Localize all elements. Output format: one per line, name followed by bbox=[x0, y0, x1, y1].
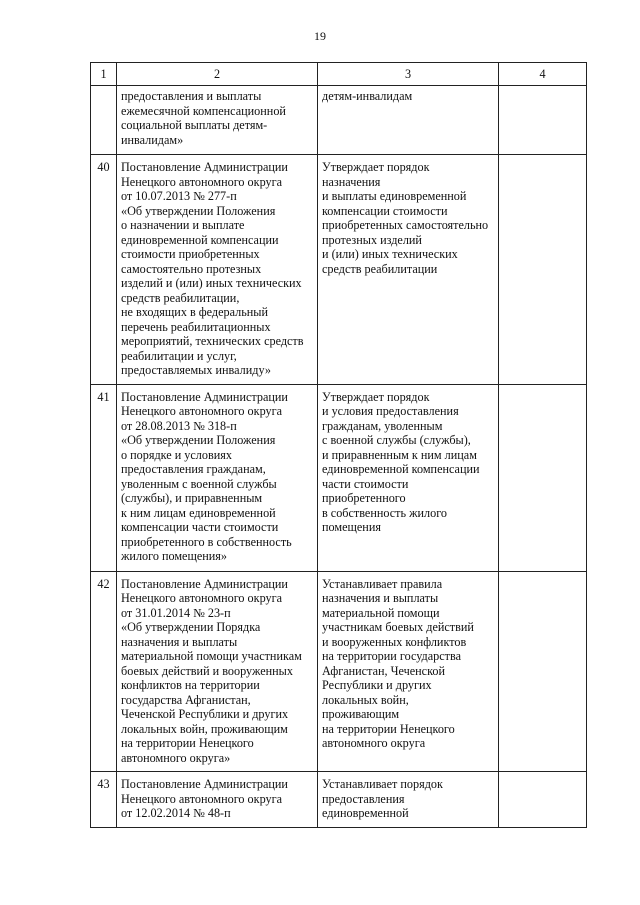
table-row bbox=[91, 86, 587, 155]
table-row bbox=[91, 571, 587, 772]
document-purpose: Устанавливает правила назначения и выплаты материальной помощи участникам боевых действий и вооруженных конфликтов на территории государства Афганистан, Чеченской Республики и других локальных войн, проживающим на территории Ненецкого автономного округа bbox=[318, 571, 499, 772]
table-header-row bbox=[91, 63, 587, 86]
document-title: Постановление Администрации Ненецкого автономного округа от 10.07.2013 № 277-п «Об утверждении Положения о назначении и выплате единовременной компенсации стоимости приобретенных самостоятельно протезных изделий и (или) иных технических средств реабилитации, не входящих в федеральный перечень реабилитационных мероприятий, технических средств реабилитации и услуг, предоставляемых инвалиду» bbox=[117, 155, 318, 385]
document-title: Постановление Администрации Ненецкого автономного округа от 28.08.2013 № 318-п «Об утверждении Положения о порядке и условиях предоставления гражданам, уволенным с военной службы (службы), и приравненным к ним лицам единовременной компенсации части стоимости приобретенного в собственность жилого помещения» bbox=[117, 384, 318, 571]
document-purpose: Устанавливает порядок предоставления единовременной bbox=[318, 772, 499, 828]
row-note bbox=[499, 772, 587, 828]
document-purpose: Утверждает порядок и условия предоставления гражданам, уволенным с военной службы (службы), и приравненным к ним лицам единовременной компенсации части стоимости приобретенного в собственность жилого помещения bbox=[318, 384, 499, 571]
document-purpose: детям-инвалидам bbox=[318, 86, 499, 155]
table-row bbox=[91, 155, 587, 385]
column-header-1: 1 bbox=[91, 63, 117, 86]
row-number: 41 bbox=[91, 384, 117, 571]
table-row bbox=[91, 772, 587, 828]
row-note bbox=[499, 384, 587, 571]
row-note bbox=[499, 571, 587, 772]
row-note bbox=[499, 155, 587, 385]
column-header-4: 4 bbox=[499, 63, 587, 86]
column-header-2: 2 bbox=[117, 63, 318, 86]
document-title: предоставления и выплаты ежемесячной компенсационной социальной выплаты детям- инвалидам» bbox=[117, 86, 318, 155]
row-number bbox=[91, 86, 117, 155]
row-number: 42 bbox=[91, 571, 117, 772]
column-header-3: 3 bbox=[318, 63, 499, 86]
document-title: Постановление Администрации Ненецкого автономного округа от 31.01.2014 № 23-п «Об утверждении Порядка назначения и выплаты материальной помощи участникам боевых действий и вооруженных конфликтов на территории государства Афганистан, Чеченской Республики и других локальных войн, проживающим на территории Ненецкого автономного округа» bbox=[117, 571, 318, 772]
row-note bbox=[499, 86, 587, 155]
row-number: 40 bbox=[91, 155, 117, 385]
table-row bbox=[91, 384, 587, 571]
page-number: 19 bbox=[314, 29, 326, 43]
document-purpose: Утверждает порядок назначения и выплаты единовременной компенсации стоимости приобретенных самостоятельно протезных изделий и (или) иных технических средств реабилитации bbox=[318, 155, 499, 385]
legal-acts-table bbox=[90, 62, 587, 828]
row-number: 43 bbox=[91, 772, 117, 828]
document-title: Постановление Администрации Ненецкого автономного округа от 12.02.2014 № 48-п bbox=[117, 772, 318, 828]
